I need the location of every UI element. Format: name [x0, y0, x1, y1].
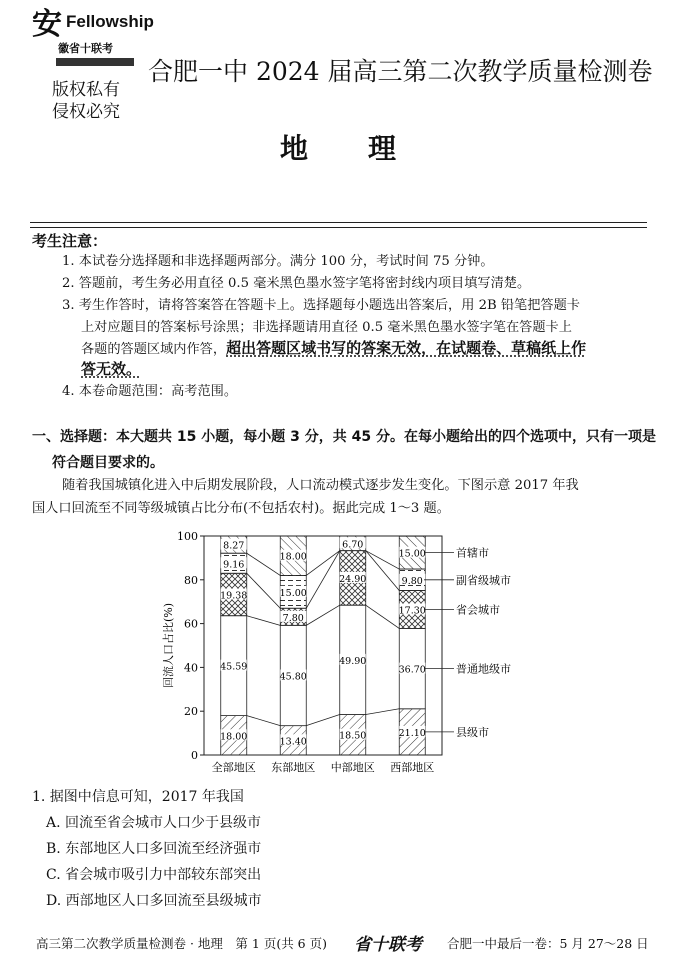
- notice-item-3-cont-2: [81, 337, 586, 361]
- stacked-bar-chart: [160, 528, 520, 784]
- data-label: 18.50: [339, 730, 367, 742]
- connector-line: [366, 551, 400, 591]
- passage-line-1: 随着我国城镇化进入中后期发展阶段，人口流动模式逐步发生变化。下图示意 2017 年我: [62, 478, 579, 493]
- question-1-stem: 1. 据图中信息可知，2017 年我国: [32, 789, 244, 805]
- passage-line-2: 国人口回流至不同等级城镇占比分布(不包括农村)。据此完成 1～3 题。: [32, 501, 450, 516]
- notice-item-3: 3. 考生作答时，请将答案答在答题卡上。选择题每小题选出答案后，用 2B 铅笔把答题卡: [62, 298, 580, 313]
- connector-line: [366, 605, 400, 628]
- connector-line: [306, 551, 340, 609]
- connector-line: [306, 605, 340, 625]
- logo-fellowship: Fellowship: [66, 12, 154, 31]
- data-label: 45.59: [220, 661, 248, 673]
- data-label: 9.16: [223, 559, 245, 571]
- y-tick-label: 40: [184, 661, 198, 675]
- data-label: 8.27: [223, 540, 245, 552]
- notice-item-4: 4. 本卷命题范围：高考范围。: [62, 384, 238, 399]
- data-label: 13.40: [279, 736, 307, 748]
- notice-warning-end: 答无效。: [81, 360, 142, 378]
- y-tick-label: 0: [191, 749, 198, 762]
- logo-char: 安: [32, 7, 62, 42]
- data-label: 19.38: [220, 590, 248, 602]
- x-category-label: 全部地区: [211, 761, 256, 774]
- notice-item-1: 1. 本试卷分选择题和非选择题两部分。满分 100 分，考试时间 75 分钟。: [62, 254, 494, 269]
- data-label: 7.80: [282, 612, 304, 624]
- logo-sub: 徽省十联考: [58, 42, 113, 55]
- data-label: 15.00: [279, 587, 307, 599]
- option-a[interactable]: A. 回流至省会城市人口少于县级市: [46, 815, 262, 831]
- data-label: 18.00: [279, 551, 307, 563]
- legend-label: 普通地级市: [456, 662, 511, 676]
- rights-notice: [52, 79, 120, 123]
- subject-title: 地理: [280, 132, 457, 165]
- data-label: 24.90: [339, 573, 367, 585]
- notice-warning: 超出答题区域书写的答案无效，在试题卷、草稿纸上作: [226, 339, 587, 357]
- data-label: 21.10: [398, 727, 426, 739]
- footer-brand: 省十联考: [354, 935, 422, 955]
- rights-line-2: 侵权必究: [52, 102, 120, 122]
- legend-label: 省会城市: [456, 603, 500, 617]
- section-line-2: 符合题目要求的。: [52, 455, 164, 471]
- y-tick-label: 100: [177, 530, 198, 543]
- connector-line: [306, 714, 340, 725]
- rights-line-1: 版权私有: [52, 80, 120, 100]
- y-tick-label: 60: [184, 617, 198, 631]
- legend-label: 县级市: [456, 725, 489, 739]
- legend-label: 副省级城市: [456, 573, 511, 587]
- data-label: 36.70: [398, 664, 426, 676]
- data-label: 9.80: [401, 575, 423, 587]
- logo-bar: [56, 58, 134, 66]
- data-label: 18.00: [220, 731, 248, 743]
- footer-right: 合肥一中最后一卷：5 月 27～28 日: [447, 936, 649, 951]
- option-b[interactable]: B. 东部地区人口多回流至经济强市: [46, 841, 262, 857]
- data-label: 49.90: [339, 655, 367, 667]
- x-category-label: 中部地区: [330, 761, 375, 774]
- notice-item-3-cont-1: 上对应题目的答案标号涂黑；非选择题请用直径 0.5 毫米黑色墨水签字笔在答题卡上: [81, 320, 572, 335]
- x-category-label: 西部地区: [390, 761, 435, 774]
- notice-heading: 考生注意：: [32, 232, 108, 250]
- option-d[interactable]: D. 西部地区人口多回流至县级城市: [46, 893, 262, 909]
- notice-item-2: 2. 答题前，考生务必用直径 0.5 毫米黑色墨水签字笔将密封线内项目填写清楚。: [62, 276, 531, 291]
- footer-left: 高三第二次教学质量检测卷 · 地理 第 1 页(共 6 页): [36, 936, 327, 951]
- connector-line: [247, 553, 281, 575]
- y-tick-label: 80: [184, 573, 198, 587]
- connector-line: [366, 551, 400, 569]
- notice-item-3-text: 各题的答题区域内作答，: [81, 342, 227, 357]
- y-tick-label: 20: [184, 705, 198, 719]
- section-heading: [32, 424, 656, 476]
- connector-line: [247, 716, 281, 726]
- data-label: 45.80: [279, 671, 307, 683]
- y-axis-label: 回流人口占比(%): [162, 602, 175, 689]
- x-category-label: 东部地区: [271, 761, 316, 774]
- exam-title: 合肥一中 2024 届高三第二次教学质量检测卷: [148, 57, 653, 86]
- data-label: 15.00: [398, 548, 426, 560]
- connector-line: [247, 616, 281, 626]
- section-line-1: 一、选择题：本大题共 15 小题，每小题 3 分，共 45 分。在每小题给出的四个选项中，只有一项是: [32, 429, 656, 445]
- connector-line: [247, 573, 281, 608]
- connector-line: [306, 551, 340, 576]
- connector-line: [366, 709, 400, 715]
- divider-bottom: [30, 227, 647, 228]
- data-label: 6.70: [342, 539, 364, 551]
- data-label: 17.30: [398, 605, 426, 617]
- option-c[interactable]: C. 省会城市吸引力中部较东部突出: [46, 867, 262, 883]
- legend-label: 首辖市: [456, 546, 489, 560]
- divider-top: [30, 222, 647, 223]
